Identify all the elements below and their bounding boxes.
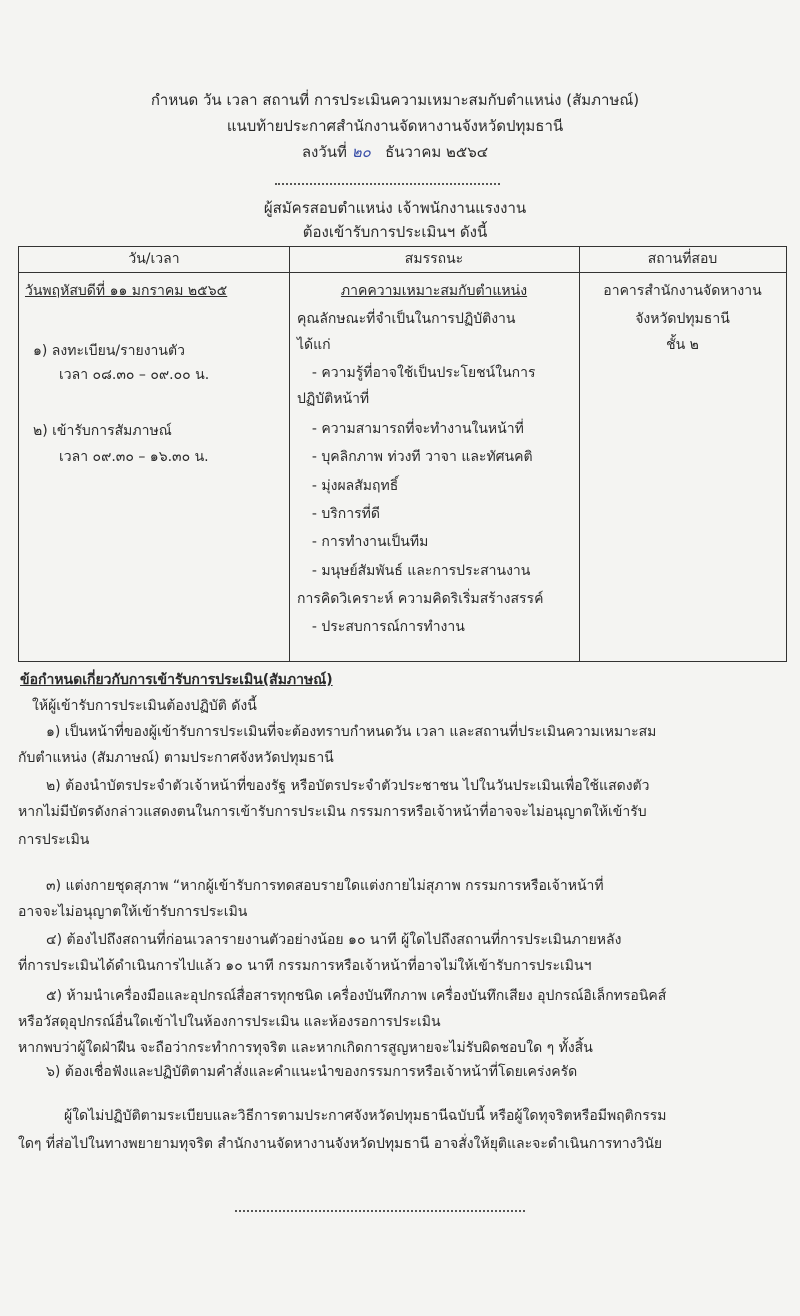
rule-line: ๒) ต้องนำบัตรประจำตัวเจ้าหน้าที่ของรัฐ หรือบัตรประจำตัวประชาชน ไปในวันประเมินเพื่อใช้แสดงตัว	[46, 778, 650, 794]
rule-line: อาจจะไม่อนุญาตให้เข้ารับการประเมิน	[18, 904, 248, 920]
competency-heading: ภาคความเหมาะสมกับตำแหน่ง	[340, 283, 528, 299]
title-line-1: กำหนด วัน เวลา สถานที่ การประเมินความเหมาะสมกับตำแหน่ง (สัมภาษณ์)	[150, 91, 640, 109]
rule-line: ๕) ห้ามนำเครื่องมือและอุปกรณ์สื่อสารทุกชนิด เครื่องบันทึกภาพ เครื่องบันทึกเสียง อุปกรณ์อิเล็กทรอนิคส์	[46, 988, 667, 1004]
closing-line-2: ใดๆ ที่ส่อไปในทางพยายามทุจริต สำนักงานจัดหางานจังหวัดปทุมธานี อาจสั่งให้ยุติและจะดำเนินการทางวินัย	[18, 1136, 663, 1152]
competency-line: การคิดวิเคราะห์ ความคิดริเริ่มสร้างสรรค์	[297, 591, 544, 607]
rule-line: ๔) ต้องไปถึงสถานที่ก่อนเวลารายงานตัวอย่างน้อย ๑๐ นาที ผู้ใดไปถึงสถานที่การประเมินภายหลัง	[46, 932, 622, 948]
venue-line: จังหวัดปทุมธานี	[635, 311, 730, 327]
end-separator-dots	[235, 1210, 525, 1212]
competency-line: ได้แก่	[297, 337, 331, 353]
exam-date: วันพฤหัสบดีที่ ๑๑ มกราคม ๒๕๖๕	[25, 283, 228, 299]
announcement-date	[0, 142, 790, 162]
rule-line: ๑) เป็นหน้าที่ของผู้เข้ารับการประเมินที่จะต้องทราบกำหนดวัน เวลา และสถานที่ประเมินความเหมาะสม	[46, 724, 657, 740]
date-prefix: ลงวันที่	[301, 143, 347, 161]
step-interview: ๒) เข้ารับการสัมภาษณ์	[33, 423, 172, 439]
rule-line: ๓) แต่งกายชุดสุภาพ “หากผู้เข้ารับการทดสอบรายใดแต่งกายไม่สุภาพ กรรมการหรือเจ้าหน้าที่	[46, 878, 604, 894]
competency-line: - ความสามารถที่จะทำงานในหน้าที่	[303, 421, 524, 437]
subtitle-line-1: ผู้สมัครสอบตำแหน่ง เจ้าพนักงานแรงงาน	[263, 199, 527, 217]
rule-line: หากไม่มีบัตรดังกล่าวแสดงตนในการเข้ารับการประเมิน กรรมการหรือเจ้าหน้าที่อาจจะไม่อนุญาตให้เข้ารับ	[18, 804, 647, 820]
schedule-table	[18, 246, 787, 662]
subtitle-line-2: ต้องเข้ารับการประเมินฯ ดังนี้	[302, 223, 488, 241]
venue-line: ชั้น ๒	[666, 337, 699, 353]
rule-line: หากพบว่าผู้ใดฝ่าฝืน จะถือว่ากระทำการทุจริต และหากเกิดการสูญหายจะไม่รับผิดชอบใด ๆ ทั้งสิ้น	[18, 1040, 593, 1056]
header-venue: สถานที่สอบ	[647, 251, 718, 267]
header-date-time: วัน/เวลา	[128, 251, 180, 267]
competency-line: - การทำงานเป็นทีม	[303, 534, 429, 550]
rule-line: กับตำแหน่ง (สัมภาษณ์) ตามประกาศจังหวัดปทุมธานี	[18, 750, 334, 766]
competency-line: - ความรู้ที่อาจใช้เป็นประโยชน์ในการ	[303, 365, 536, 381]
date-month-year: ธันวาคม ๒๕๖๔	[385, 143, 489, 161]
separator-dots	[275, 183, 500, 185]
registration-time: เวลา ๐๘.๓๐ – ๐๙.๐๐ น.	[59, 367, 210, 383]
rule-line: ๖) ต้องเชื่อฟังและปฏิบัติตามคำสั่งและคำแนะนำของกรรมการหรือเจ้าหน้าที่โดยเคร่งครัด	[46, 1064, 578, 1080]
rule-line: การประเมิน	[18, 832, 90, 848]
competency-line: คุณลักษณะที่จำเป็นในการปฏิบัติงาน	[297, 311, 516, 327]
competency-line: ปฏิบัติหน้าที่	[297, 391, 370, 407]
competency-line: - ประสบการณ์การทำงาน	[303, 619, 465, 635]
title-line-2: แนบท้ายประกาศสำนักงานจัดหางานจังหวัดปทุมธานี	[226, 117, 564, 135]
rules-heading: ข้อกำหนดเกี่ยวกับการเข้ารับการประเมิน(สัมภาษณ์)	[20, 672, 333, 688]
rule-line: ที่การประเมินได้ดำเนินการไปแล้ว ๑๐ นาที กรรมการหรือเจ้าหน้าที่อาจไม่ให้เข้ารับการประเมินฯ	[18, 958, 592, 974]
rule-line: หรือวัสดุอุปกรณ์อื่นใดเข้าไปในห้องการประเมิน และห้องรอการประเมิน	[18, 1014, 441, 1030]
header-competency: สมรรถนะ	[404, 251, 464, 267]
closing-line-1: ผู้ใดไม่ปฏิบัติตามระเบียบและวิธีการตามประกาศจังหวัดปทุมธานีฉบับนี้ หรือผู้ใดทุจริตหรือมีพฤติกรรม	[64, 1108, 667, 1124]
column-divider	[289, 247, 290, 661]
rules-intro: ให้ผู้เข้ารับการประเมินต้องปฏิบัติ ดังนี้	[32, 698, 257, 714]
competency-line: - มนุษย์สัมพันธ์ และการประสานงาน	[303, 563, 531, 579]
step-registration: ๑) ลงทะเบียน/รายงานตัว	[33, 343, 185, 359]
header-divider	[19, 272, 786, 273]
competency-line: - มุ่งผลสัมฤทธิ์	[303, 478, 399, 494]
venue-line: อาคารสำนักงานจัดหางาน	[603, 283, 762, 299]
competency-line: - บริการที่ดี	[303, 506, 380, 522]
competency-line: - บุคลิกภาพ ท่วงที วาจา และทัศนคติ	[303, 449, 533, 465]
handwritten-day: ๒๐	[351, 143, 371, 161]
interview-time: เวลา ๐๙.๓๐ – ๑๖.๓๐ น.	[59, 449, 209, 465]
